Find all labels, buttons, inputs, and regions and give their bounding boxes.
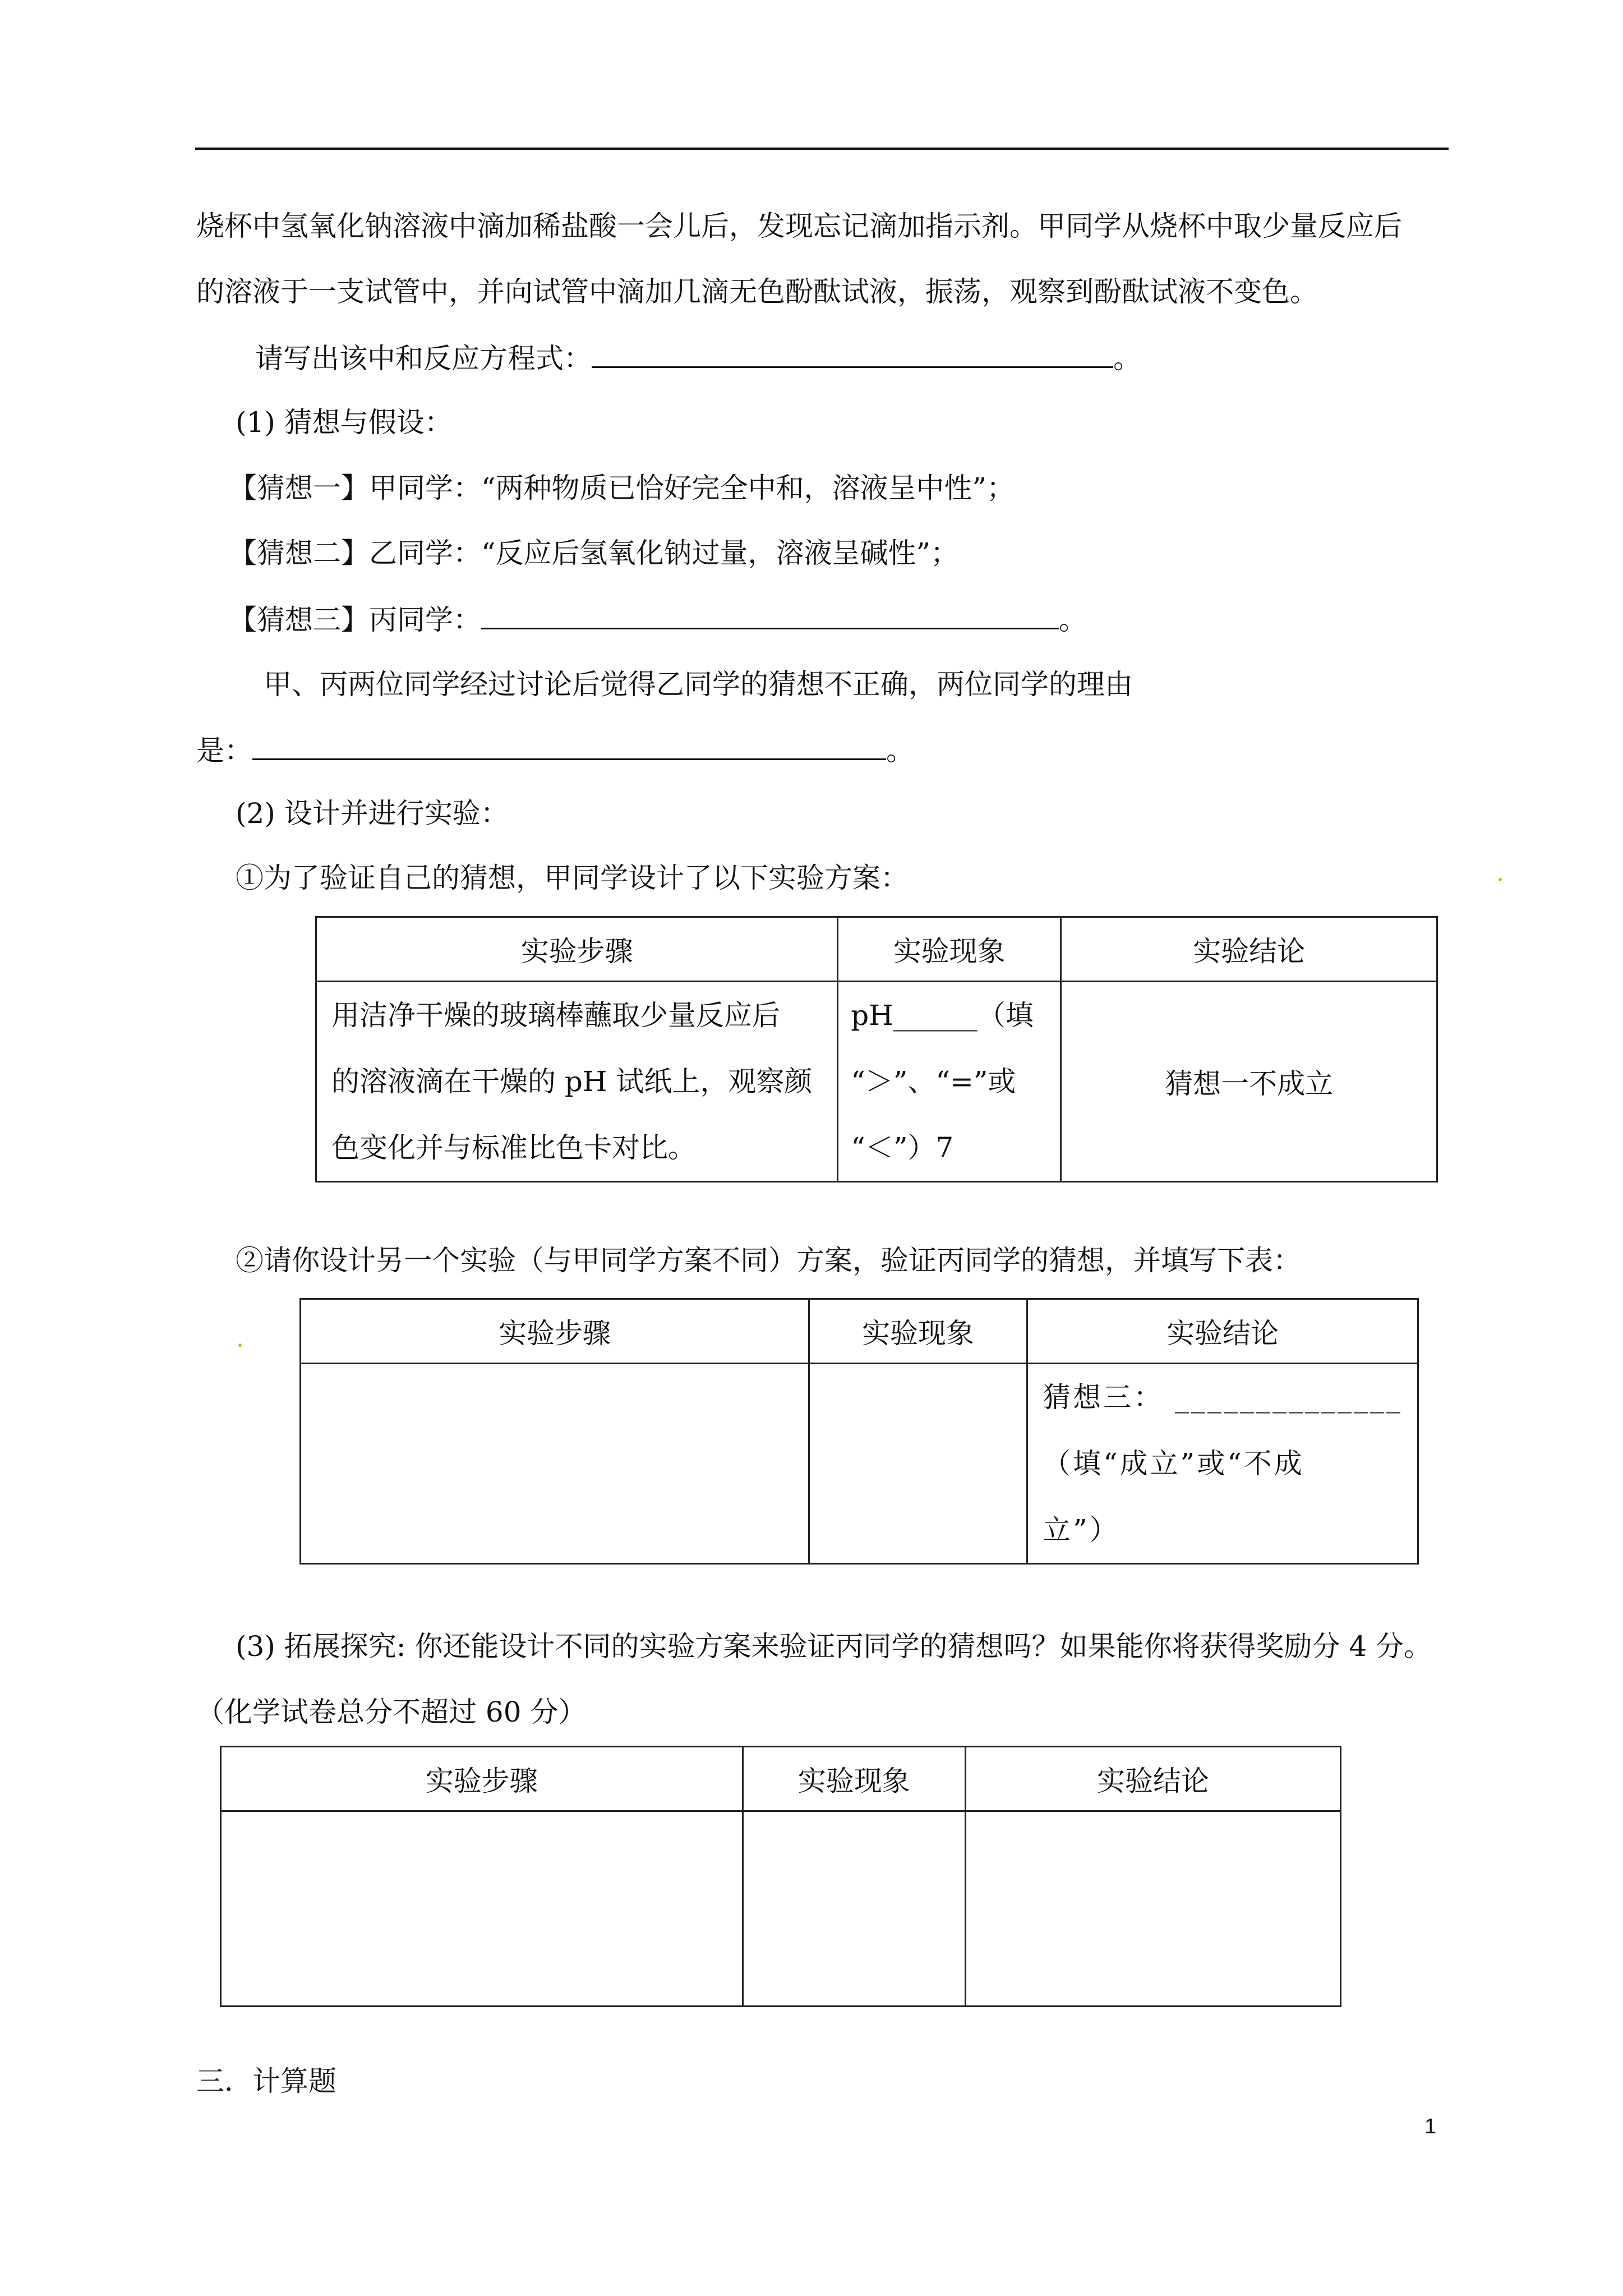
table2-header-step: 实验步骤 — [301, 1299, 809, 1364]
intro-line-2: 的溶液于一支试管中，并向试管中滴加几滴无色酚酞试液，振荡，观察到酚酞试液不变色。 — [196, 275, 1318, 308]
hypothesis-3-prefix: 【猜想三】丙同学： — [229, 604, 481, 636]
table2-step-cell[interactable] — [301, 1364, 809, 1564]
page-number: 1 — [1424, 2115, 1437, 2138]
table2-conclusion-line: 猜想三： ______________ — [1043, 1381, 1403, 1414]
equation-end: 。 — [1113, 342, 1141, 375]
table1-header-step: 实验步骤 — [316, 917, 838, 982]
table2-conclusion-line: （填“成立”或“不成 — [1043, 1447, 1304, 1480]
equation-line — [255, 341, 1141, 375]
table1-phenomenon-line: “＜”）7 — [851, 1131, 954, 1164]
experiment-table-1 — [315, 916, 1438, 1182]
intro-line-1: 烧杯中氢氧化钠溶液中滴加稀盐酸一会儿后，发现忘记滴加指示剂。甲同学从烧杯中取少量反应后 — [196, 210, 1402, 242]
part3-heading: (3) 拓展探究: 你还能设计不同的实验方案来验证丙同学的猜想吗？如果能你将获得奖励分 4 分。 — [236, 1630, 1432, 1663]
stray-dot — [238, 1343, 242, 1347]
reason-end: 。 — [886, 734, 914, 767]
table1-phenomenon-line: “＞”、“=”或 — [851, 1065, 1016, 1098]
table1-step-line: 用洁净干燥的玻璃棒蘸取少量反应后 — [331, 999, 780, 1032]
experiment-table-3 — [220, 1746, 1341, 2007]
table2-header-conclusion: 实验结论 — [1027, 1299, 1418, 1364]
hypothesis-3-line — [229, 602, 1087, 637]
table2-phenomenon-cell[interactable] — [809, 1364, 1027, 1564]
table2-header-phenomenon: 实验现象 — [809, 1299, 1027, 1364]
experiment-table-2 — [299, 1298, 1419, 1565]
table3-header-phenomenon: 实验现象 — [743, 1747, 965, 1811]
hypothesis-3-end: 。 — [1059, 604, 1087, 636]
reason-line-2 — [196, 733, 914, 767]
part2-sub1: ①为了验证自己的猜想，甲同学设计了以下实验方案： — [236, 862, 909, 894]
table1-conclusion-cell: 猜想一不成立 — [1061, 982, 1437, 1182]
reason-blank[interactable] — [252, 733, 886, 760]
part2-sub2: ②请你设计另一个实验（与甲同学方案不同）方案，验证丙同学的猜想，并填写下表： — [236, 1244, 1301, 1277]
equation-blank[interactable] — [592, 341, 1113, 368]
table1-step-line: 色变化并与标准比色卡对比。 — [331, 1131, 696, 1164]
section-3-title: 三．计算题 — [196, 2065, 336, 2097]
stray-dot — [1498, 878, 1502, 881]
hypothesis-3-blank[interactable] — [481, 602, 1059, 629]
table3-conclusion-cell[interactable] — [965, 1811, 1340, 2007]
reason-line-1: 甲、丙两位同学经过讨论后觉得乙同学的猜想不正确，两位同学的理由 — [264, 668, 1133, 701]
table2-conclusion-cell[interactable] — [1027, 1364, 1418, 1564]
table1-step-line: 的溶液滴在干燥的 pH 试纸上，观察颜 — [331, 1065, 813, 1098]
header-rule — [195, 148, 1449, 150]
equation-prompt: 请写出该中和反应方程式： — [255, 342, 592, 375]
table2-conclusion-line: 立”） — [1043, 1513, 1120, 1546]
table1-step-cell — [316, 982, 838, 1182]
reason-prefix: 是： — [196, 734, 252, 767]
hypothesis-2: 【猜想二】乙同学：“反应后氢氧化钠过量，溶液呈碱性”； — [229, 537, 959, 569]
table3-header-conclusion: 实验结论 — [965, 1747, 1340, 1811]
table1-header-phenomenon: 实验现象 — [838, 917, 1061, 982]
table3-header-step: 实验步骤 — [221, 1747, 743, 1811]
part2-heading: (2) 设计并进行实验： — [236, 797, 509, 830]
table1-phenomenon-line: pH______（填 — [851, 999, 1034, 1032]
hypothesis-1: 【猜想一】甲同学：“两种物质已恰好完全中和，溶液呈中性”； — [229, 472, 1015, 504]
part3-note: （化学试卷总分不超过 60 分） — [196, 1696, 587, 1728]
table1-header-conclusion: 实验结论 — [1061, 917, 1437, 982]
part1-heading: (1) 猜想与假设： — [236, 406, 453, 439]
table3-phenomenon-cell[interactable] — [743, 1811, 965, 2007]
table3-step-cell[interactable] — [221, 1811, 743, 2007]
table1-phenomenon-cell[interactable] — [838, 982, 1061, 1182]
